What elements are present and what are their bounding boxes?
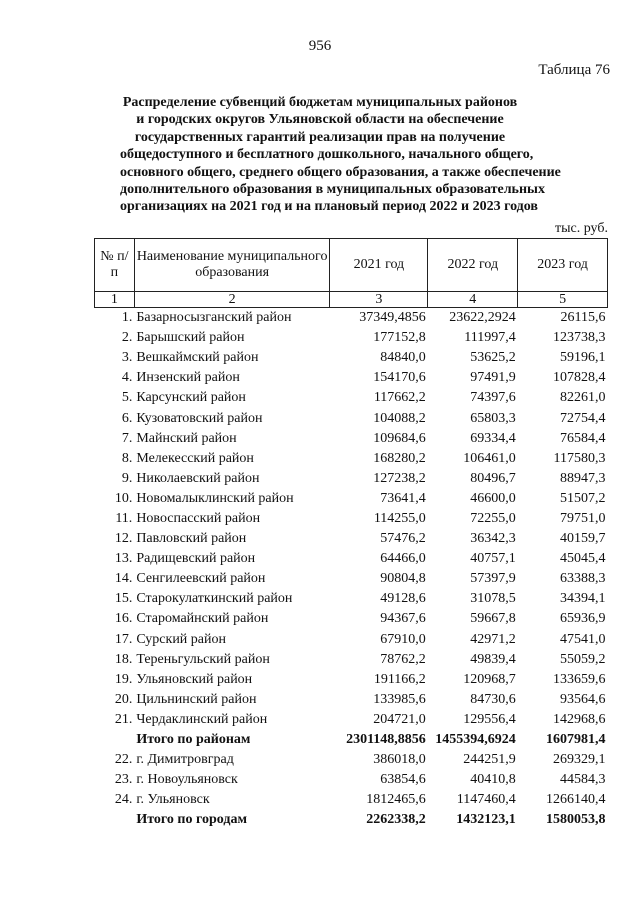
row-number: 24. bbox=[114, 792, 133, 808]
row-number: 13. bbox=[114, 551, 133, 567]
row-number: 1. bbox=[121, 310, 133, 326]
table-row bbox=[95, 449, 608, 469]
value-2021: 84840,0 bbox=[380, 350, 426, 366]
value-2022: 46600,0 bbox=[470, 490, 516, 506]
value-2022: 57397,9 bbox=[470, 571, 516, 587]
table-row bbox=[95, 509, 608, 529]
table-row bbox=[95, 670, 608, 690]
municipality-name: Сурский район bbox=[136, 631, 226, 647]
table-row bbox=[95, 489, 608, 509]
table-label: Таблица 76 bbox=[538, 62, 610, 78]
value-2022: 69334,4 bbox=[470, 430, 516, 446]
value-2023: 51507,2 bbox=[560, 490, 606, 506]
municipality-name: Мелекесский район bbox=[136, 450, 254, 466]
row-number: 7. bbox=[121, 430, 133, 446]
table-row bbox=[95, 710, 608, 730]
municipality-name: Новомалыклинский район bbox=[136, 490, 294, 506]
row-number bbox=[95, 810, 135, 830]
value-2022: 80496,7 bbox=[470, 470, 516, 486]
value-2022: 129556,4 bbox=[463, 711, 516, 727]
municipality-name: Чердаклинский район bbox=[136, 711, 268, 727]
row-number: 14. bbox=[114, 571, 133, 587]
municipality-name: Цильнинский район bbox=[136, 691, 257, 707]
row-number: 2. bbox=[121, 330, 133, 346]
value-2022: 1147460,4 bbox=[456, 792, 516, 808]
table-row bbox=[95, 388, 608, 408]
value-2021: 191166,2 bbox=[373, 671, 426, 687]
title-line: основного общего, среднего общего образования, а также обеспечение bbox=[120, 164, 561, 180]
value-2021: 2262338,2 bbox=[366, 812, 426, 828]
value-2021: 2301148,8856 bbox=[346, 732, 426, 748]
table-row bbox=[95, 569, 608, 589]
value-2023: 1266140,4 bbox=[546, 792, 606, 808]
value-2023: 107828,4 bbox=[553, 370, 606, 386]
subventions-table bbox=[94, 238, 608, 830]
title-line: и городских округов Ульяновской области на обеспечение bbox=[136, 112, 504, 128]
header-num: № п/п bbox=[95, 239, 135, 292]
column-number: 4 bbox=[428, 292, 518, 308]
municipality-name: Вешкаймский район bbox=[136, 350, 259, 366]
header-name: Наименование муниципального образования bbox=[134, 239, 330, 292]
value-2023: 1607981,4 bbox=[546, 732, 606, 748]
column-number: 3 bbox=[330, 292, 428, 308]
column-number: 1 bbox=[95, 292, 135, 308]
table-row bbox=[95, 429, 608, 449]
value-2022: 111997,4 bbox=[464, 330, 516, 346]
value-2023: 65936,9 bbox=[560, 611, 606, 627]
value-2023: 55059,2 bbox=[560, 651, 606, 667]
municipality-name: Ульяновский район bbox=[136, 671, 253, 687]
table-row bbox=[95, 308, 608, 329]
value-2021: 127238,2 bbox=[373, 470, 426, 486]
value-2021: 67910,0 bbox=[380, 631, 426, 647]
row-number: 11. bbox=[115, 510, 133, 526]
value-2023: 63388,3 bbox=[560, 571, 606, 587]
total-row bbox=[95, 810, 608, 830]
row-number bbox=[95, 730, 135, 750]
value-2022: 74397,6 bbox=[470, 390, 516, 406]
title-line: Распределение субвенций бюджетам муниципальных районов bbox=[122, 95, 518, 110]
municipality-name: г. Ульяновск bbox=[136, 792, 210, 808]
value-2022: 42971,2 bbox=[470, 631, 516, 647]
value-2021: 109684,6 bbox=[373, 430, 426, 446]
municipality-name: Кузоватовский район bbox=[136, 410, 263, 426]
row-number: 21. bbox=[114, 711, 133, 727]
municipality-name: Майнский район bbox=[136, 430, 237, 446]
municipality-name: Сенгилеевский район bbox=[136, 571, 266, 587]
value-2022: 36342,3 bbox=[470, 531, 516, 547]
municipality-name: Базарносызганский район bbox=[136, 310, 292, 326]
row-number: 10. bbox=[114, 490, 133, 506]
value-2022: 1432123,1 bbox=[456, 812, 516, 828]
row-number: 6. bbox=[121, 410, 133, 426]
municipality-name: г. Димитровград bbox=[136, 752, 234, 768]
value-2023: 82261,0 bbox=[560, 390, 606, 406]
table-row bbox=[95, 750, 608, 770]
value-2022: 59667,8 bbox=[470, 611, 516, 627]
municipality-name: Николаевский район bbox=[136, 470, 260, 486]
value-2021: 78762,2 bbox=[380, 651, 426, 667]
row-number: 3. bbox=[121, 350, 133, 366]
value-2023: 1580053,8 bbox=[546, 812, 606, 828]
value-2022: 31078,5 bbox=[470, 591, 516, 607]
row-number: 4. bbox=[121, 370, 133, 386]
row-number: 23. bbox=[114, 772, 133, 788]
value-2023: 45045,4 bbox=[560, 551, 606, 567]
table-row bbox=[95, 469, 608, 489]
value-2023: 76584,4 bbox=[560, 430, 606, 446]
value-2021: 37349,4856 bbox=[359, 310, 426, 326]
table-row bbox=[95, 609, 608, 629]
value-2022: 120968,7 bbox=[463, 671, 516, 687]
page-number: 956 bbox=[308, 38, 332, 54]
value-2021: 57476,2 bbox=[380, 531, 426, 547]
value-2022: 72255,0 bbox=[470, 510, 516, 526]
row-number: 22. bbox=[114, 752, 133, 768]
title-line: дополнительного образования в муниципальных образовательных bbox=[120, 182, 545, 198]
table-header-row bbox=[95, 239, 608, 292]
value-2023: 59196,1 bbox=[560, 350, 606, 366]
municipality-name: Старокулаткинский район bbox=[136, 591, 293, 607]
municipality-name: Итого по городам bbox=[136, 812, 247, 828]
row-number: 8. bbox=[121, 450, 133, 466]
document-title bbox=[120, 94, 561, 216]
table-row bbox=[95, 630, 608, 650]
value-2021: 73641,4 bbox=[380, 490, 426, 506]
value-2021: 63854,6 bbox=[380, 772, 426, 788]
column-number: 2 bbox=[134, 292, 330, 308]
row-number: 16. bbox=[114, 611, 133, 627]
table-row bbox=[95, 690, 608, 710]
header-2021: 2021 год bbox=[330, 239, 428, 292]
value-2023: 133659,6 bbox=[553, 671, 606, 687]
value-2021: 154170,6 bbox=[373, 370, 426, 386]
value-2021: 133985,6 bbox=[373, 691, 426, 707]
row-number: 15. bbox=[114, 591, 133, 607]
value-2023: 142968,6 bbox=[553, 711, 606, 727]
value-2023: 40159,7 bbox=[560, 531, 606, 547]
table-row bbox=[95, 368, 608, 388]
municipality-name: Новоспасский район bbox=[136, 510, 261, 526]
table-row bbox=[95, 589, 608, 609]
value-2023: 44584,3 bbox=[560, 772, 606, 788]
value-2021: 90804,8 bbox=[380, 571, 426, 587]
value-2023: 34394,1 bbox=[560, 591, 606, 607]
value-2021: 168280,2 bbox=[373, 450, 426, 466]
table-row bbox=[95, 529, 608, 549]
value-2023: 26115,6 bbox=[560, 310, 606, 326]
value-2021: 94367,6 bbox=[380, 611, 426, 627]
value-2022: 40757,1 bbox=[470, 551, 516, 567]
table-row bbox=[95, 348, 608, 368]
municipality-name: Инзенский район bbox=[136, 370, 240, 386]
table-body bbox=[95, 308, 608, 831]
value-2023: 123738,3 bbox=[553, 330, 606, 346]
table-row bbox=[95, 790, 608, 810]
row-number: 5. bbox=[121, 390, 133, 406]
value-2022: 49839,4 bbox=[470, 651, 516, 667]
row-number: 20. bbox=[114, 691, 133, 707]
municipality-name: Старомайнский район bbox=[136, 611, 269, 627]
value-2022: 23622,2924 bbox=[449, 310, 516, 326]
value-2023: 72754,4 bbox=[560, 410, 606, 426]
row-number: 18. bbox=[114, 651, 133, 667]
value-2021: 117662,2 bbox=[373, 390, 426, 406]
value-2021: 64466,0 bbox=[380, 551, 426, 567]
municipality-name: Итого по районам bbox=[136, 732, 251, 748]
municipality-name: г. Новоульяновск bbox=[136, 772, 238, 788]
value-2023: 88947,3 bbox=[560, 470, 606, 486]
value-2022: 40410,8 bbox=[470, 772, 516, 788]
value-2022: 106461,0 bbox=[463, 450, 516, 466]
value-2021: 114255,0 bbox=[373, 510, 426, 526]
value-2021: 386018,0 bbox=[373, 752, 426, 768]
table-row bbox=[95, 549, 608, 569]
header-2022: 2022 год bbox=[428, 239, 518, 292]
row-number: 9. bbox=[121, 470, 133, 486]
header-2023: 2023 год bbox=[518, 239, 608, 292]
value-2021: 104088,2 bbox=[373, 410, 426, 426]
title-line: общедоступного и бесплатного дошкольного, начального общего, bbox=[120, 147, 534, 163]
value-2023: 117580,3 bbox=[553, 450, 606, 466]
value-2023: 269329,1 bbox=[553, 752, 606, 768]
value-2022: 65803,3 bbox=[470, 410, 516, 426]
value-2022: 84730,6 bbox=[470, 691, 516, 707]
municipality-name: Павловский район bbox=[136, 531, 247, 547]
value-2022: 53625,2 bbox=[470, 350, 516, 366]
title-line: организациях на 2021 год и на плановый период 2022 и 2023 годов bbox=[120, 199, 538, 215]
value-2021: 49128,6 bbox=[380, 591, 426, 607]
table-row bbox=[95, 408, 608, 428]
municipality-name: Радищевский район bbox=[136, 551, 256, 567]
municipality-name: Тереньгульский район bbox=[136, 651, 270, 667]
column-number: 5 bbox=[518, 292, 608, 308]
value-2022: 97491,9 bbox=[470, 370, 516, 386]
value-2023: 93564,6 bbox=[560, 691, 606, 707]
units-label: тыс. руб. bbox=[555, 221, 608, 236]
municipality-name: Карсунский район bbox=[136, 390, 246, 406]
row-number: 19. bbox=[114, 671, 133, 687]
value-2023: 47541,0 bbox=[560, 631, 606, 647]
table-row bbox=[95, 650, 608, 670]
table-row bbox=[95, 770, 608, 790]
value-2021: 177152,8 bbox=[373, 330, 426, 346]
value-2022: 1455394,6924 bbox=[435, 732, 516, 748]
title-line: государственных гарантий реализации прав на получение bbox=[134, 129, 506, 145]
value-2021: 1812465,6 bbox=[366, 792, 426, 808]
column-number-row bbox=[95, 292, 608, 308]
table-row bbox=[95, 328, 608, 348]
value-2021: 204721,0 bbox=[373, 711, 426, 727]
value-2022: 244251,9 bbox=[463, 752, 516, 768]
row-number: 12. bbox=[114, 531, 133, 547]
value-2023: 79751,0 bbox=[560, 510, 606, 526]
municipality-name: Барышский район bbox=[136, 330, 245, 346]
total-row bbox=[95, 730, 608, 750]
row-number: 17. bbox=[114, 631, 133, 647]
